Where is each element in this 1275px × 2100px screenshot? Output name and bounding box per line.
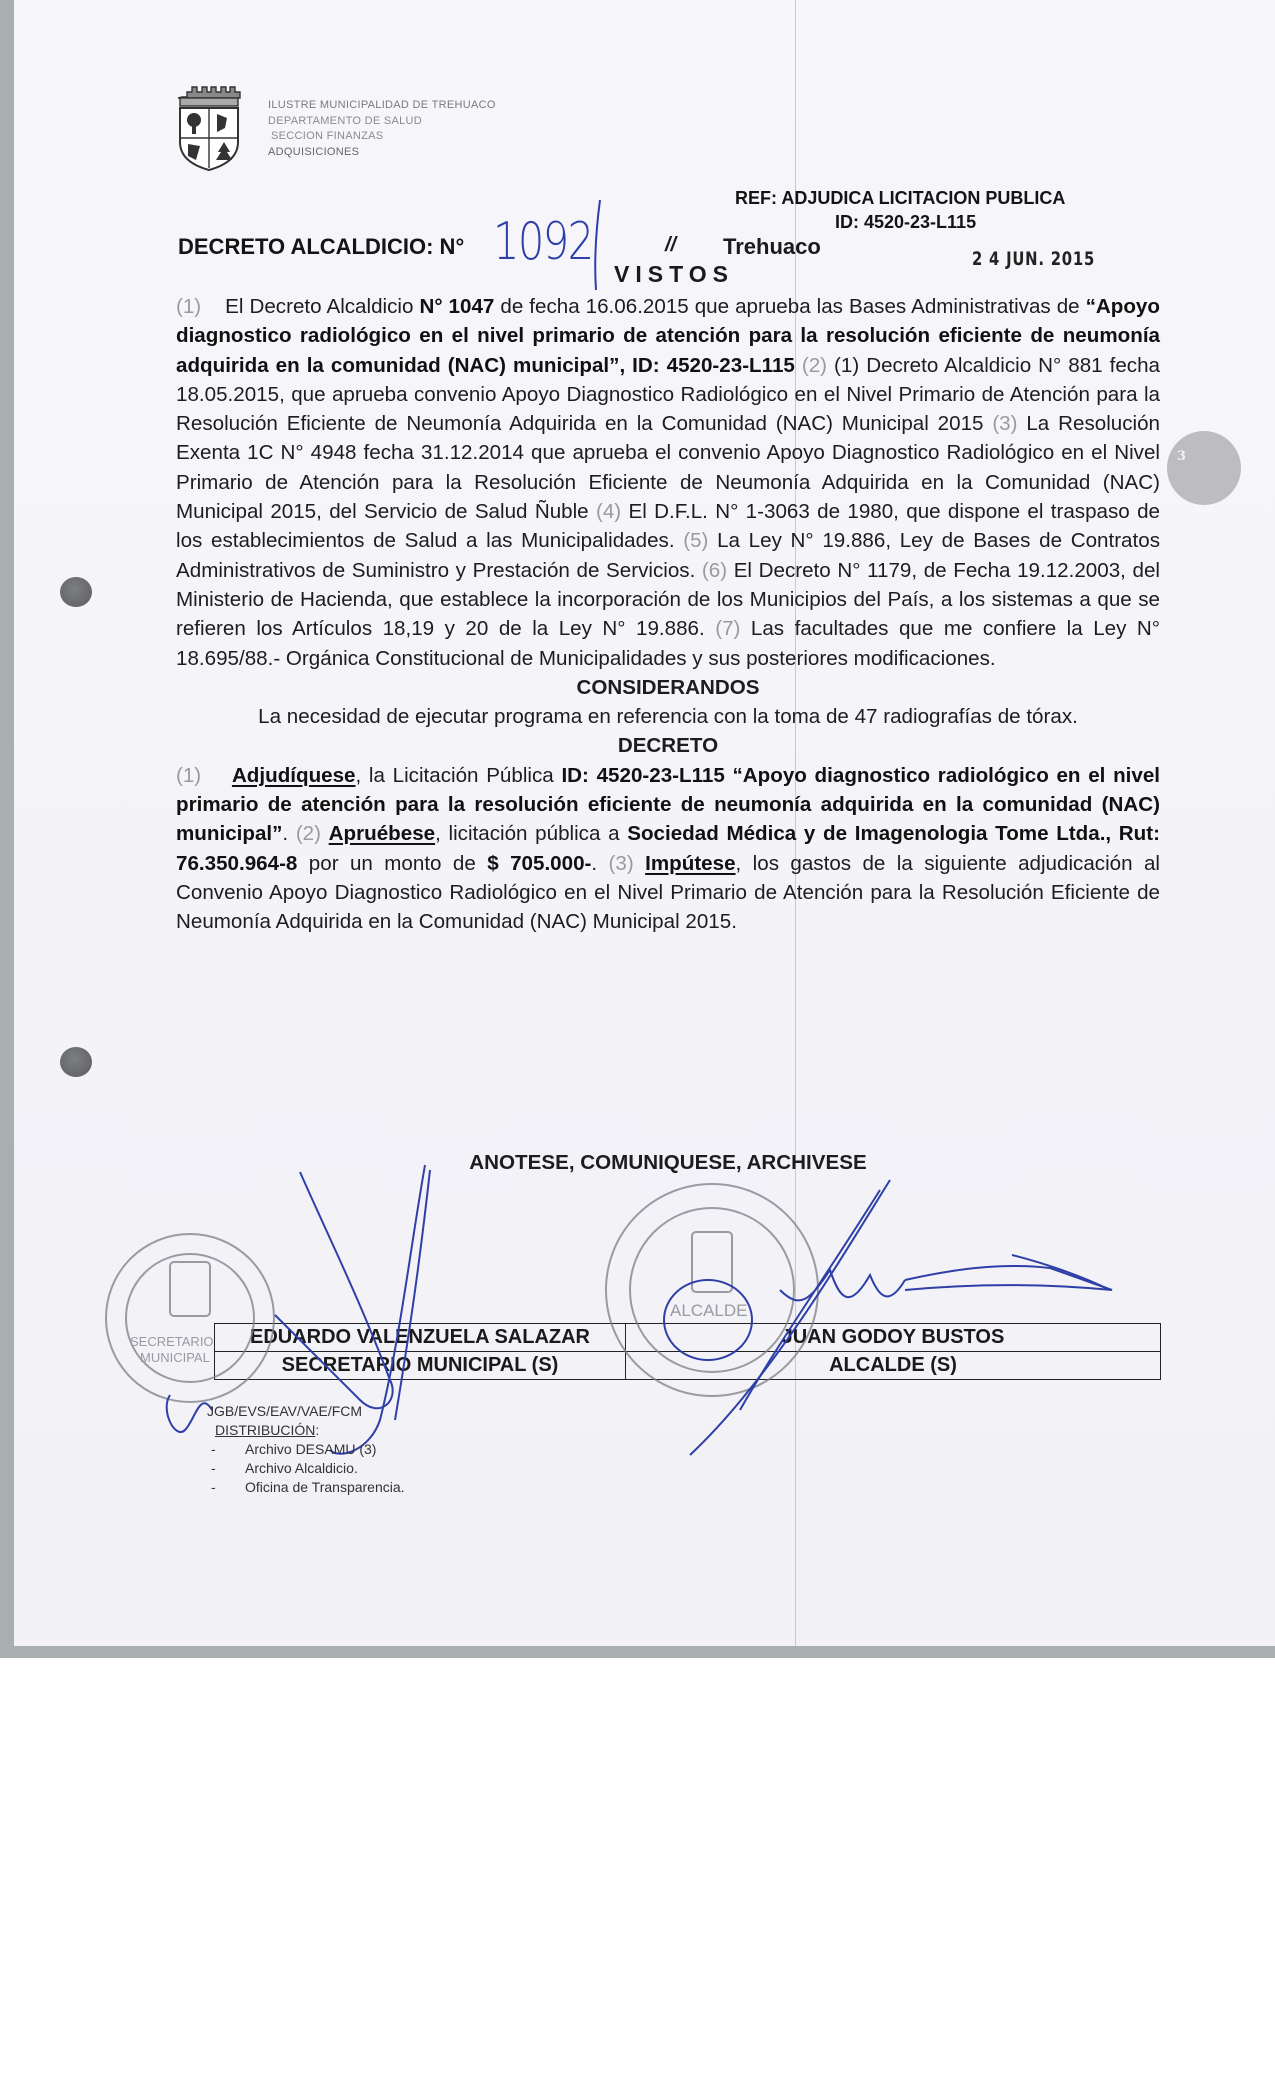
date-stamp: 2 4 JUN. 2015: [972, 248, 1096, 270]
reference-line: REF: ADJUDICA LICITACION PUBLICA: [735, 188, 1066, 208]
punch-hole-icon: [60, 1047, 92, 1077]
decree-reference: N° 1047: [419, 295, 495, 318]
closing-line: ANOTESE, COMUNIQUESE, ARCHIVESE: [469, 1151, 867, 1174]
vistos-heading: VISTOS: [614, 261, 734, 287]
verb-adjudiquese: Adjudíquese: [231, 763, 356, 787]
considerandos-text: La necesidad de ejecutar programa en referencia con la toma de 47 radiografías de tórax.: [258, 705, 1078, 729]
item-number: (6): [701, 558, 728, 582]
letterhead-text: [268, 98, 496, 160]
section-name: SECCION FINANZAS: [271, 130, 384, 142]
reference-id: ID: 4520-23-L115: [835, 212, 977, 232]
vistos-section: [176, 292, 1160, 937]
item-number: (1): [176, 763, 202, 787]
decreto-text: .: [591, 851, 609, 875]
reference-block: [735, 186, 1065, 234]
distribution-item: - Oficina de Transparencia.: [211, 1479, 405, 1495]
item-number: (3): [608, 851, 634, 875]
item-number: (1): [176, 295, 202, 318]
page-number-badge: [1167, 431, 1241, 505]
page-number: 3: [1177, 449, 1187, 464]
decreto-text: , los gastos de la siguiente adjudicación al Convenio Apoyo Diagnostico Radiológico en el Nivel Primario de Atención para la Resolución Eficiente de Neumonía Adquirida en la Comunidad (NAC) Municipal 2015.: [176, 851, 1160, 934]
item-number: (7): [715, 617, 741, 641]
signer-name-mayor: JUAN GODOY BUSTOS: [626, 1324, 1161, 1352]
vistos-text: de fecha 16.06.2015 que aprueba las Bases Administrativas de: [494, 295, 1086, 318]
initials: JGB/EVS/EAV/VAE/FCM: [207, 1403, 363, 1419]
stamp-text: SECRETARIO: [130, 1334, 214, 1349]
department-name: DEPARTAMENTO DE SALUD: [268, 114, 423, 127]
distribution-item-text: Oficina de Transparencia.: [245, 1479, 405, 1495]
separator: //: [665, 234, 677, 256]
vistos-text: El Decreto Alcaldicio: [225, 295, 420, 318]
punch-hole-icon: [60, 577, 92, 607]
signer-title-mayor: ALCALDE (S): [626, 1352, 1161, 1380]
institution-name: ILUSTRE MUNICIPALIDAD DE TREHUACO: [268, 99, 496, 111]
decreto-text: por un monto de: [297, 851, 488, 875]
vistos-text: El D.F.L. N° 1-3063 de 1980, que dispone el traspaso de los establecimientos de Salud a las Municipalidades.: [176, 500, 1160, 553]
signer-name-secretary: EDUARDO VALENZUELA SALAZAR: [215, 1324, 626, 1352]
item-number: (3): [992, 412, 1018, 436]
item-number: (5): [683, 529, 709, 553]
vistos-text: Las facultades que me confiere la Ley N° 18.695/88.- Orgánica Constitucional de Municipalidades y sus posteriores modificaciones.: [176, 617, 1160, 670]
distribution-item: - Archivo DESAMU (3): [211, 1441, 377, 1457]
decreto-text: , licitación pública a: [435, 822, 628, 846]
decreto-section: [176, 761, 1160, 937]
vistos-text: (1) Decreto Alcaldicio N° 881 fecha 18.05.2015, que aprueba convenio Apoyo Diagnostico Radiológico en el Nivel Primario de Atención para la Resolución Eficiente de Neumonía Adquirida en la Comunidad (NAC) Municipal 2015: [176, 353, 1160, 436]
decree-label: DECRETO ALCALDICIO: N°: [178, 234, 465, 259]
item-number: (2): [801, 353, 828, 377]
verb-apruebese: Apruébese: [328, 822, 436, 846]
letterhead: [172, 82, 496, 172]
signature-table: [214, 1323, 1161, 1380]
decreto-heading: DECRETO: [617, 734, 719, 758]
distribution-item-text: Archivo Alcaldicio.: [245, 1460, 358, 1476]
vistos-text: La Ley N° 19.886, Ley de Bases de Contratos Administrativos de Suministro y Prestación de Servicios.: [176, 529, 1160, 582]
item-number: (2): [295, 822, 321, 846]
vistos-text: La Resolución Exenta 1C N° 4948 fecha 31.12.2014 que aprueba el convenio Apoyo Diagnostico Radiológico en el Nivel Primario de Atención para la Resolución Eficiente de Neumonía Adquirida en la Comunidad (NAC) Municipal 2015, del Servicio de Salud Ñuble: [176, 412, 1160, 524]
city-name: Trehuaco: [723, 234, 821, 259]
municipal-crest-icon: [172, 82, 246, 172]
vistos-text: El Decreto N° 1179, de Fecha 19.12.2003, del Ministerio de Hacienda, que establece la incorporación de los Municipios del País, a los sistemas a que se refieren los Artículos 18,19 y 20 de la Ley N° 19.886.: [176, 558, 1160, 641]
signer-title-secretary: SECRETARIO MUNICIPAL (S): [215, 1352, 626, 1380]
decreto-text: .: [282, 822, 296, 846]
verb-imputese: Impútese: [645, 851, 736, 875]
unit-name: ADQUISICIONES: [268, 145, 360, 158]
item-number: (4): [595, 500, 622, 524]
footer: JGB/EVS/EAV/VAE/FCM DISTRIBUCIÓN: - Archivo DESAMU (3) - Archivo Alcaldicio. - Oficina de Transparencia.: [207, 1403, 405, 1495]
decree-number-handwritten: 1092: [493, 212, 593, 272]
program-title: “Apoyo diagnostico radiológico en el nivel primario de atención para la resolución eficiente de neumonía adquirida en la comunidad (NAC) municipal”, ID: 4520-23-L115: [176, 295, 1160, 377]
awardee: Sociedad Médica y de Imagenologia Tome Ltda., Rut: 76.350.964-8: [176, 822, 1160, 875]
tender-title: ID: 4520-23-L115 “Apoyo diagnostico radiológico en el nivel primario de atención para la resolución eficiente de neumonía adquirida en la comunidad (NAC) municipal”: [176, 763, 1160, 846]
considerandos-heading: CONSIDERANDOS: [576, 675, 760, 699]
amount: $ 705.000-: [487, 851, 592, 875]
distribution-label: DISTRIBUCIÓN: [215, 1422, 316, 1438]
decreto-text: , la Licitación Pública: [355, 763, 562, 787]
distribution-item-text: Archivo DESAMU (3): [245, 1441, 377, 1457]
stamp-text: MUNICIPAL: [140, 1350, 210, 1365]
distribution-item: - Archivo Alcaldicio.: [211, 1460, 358, 1476]
stamp-text: ALCALDE: [670, 1301, 748, 1320]
